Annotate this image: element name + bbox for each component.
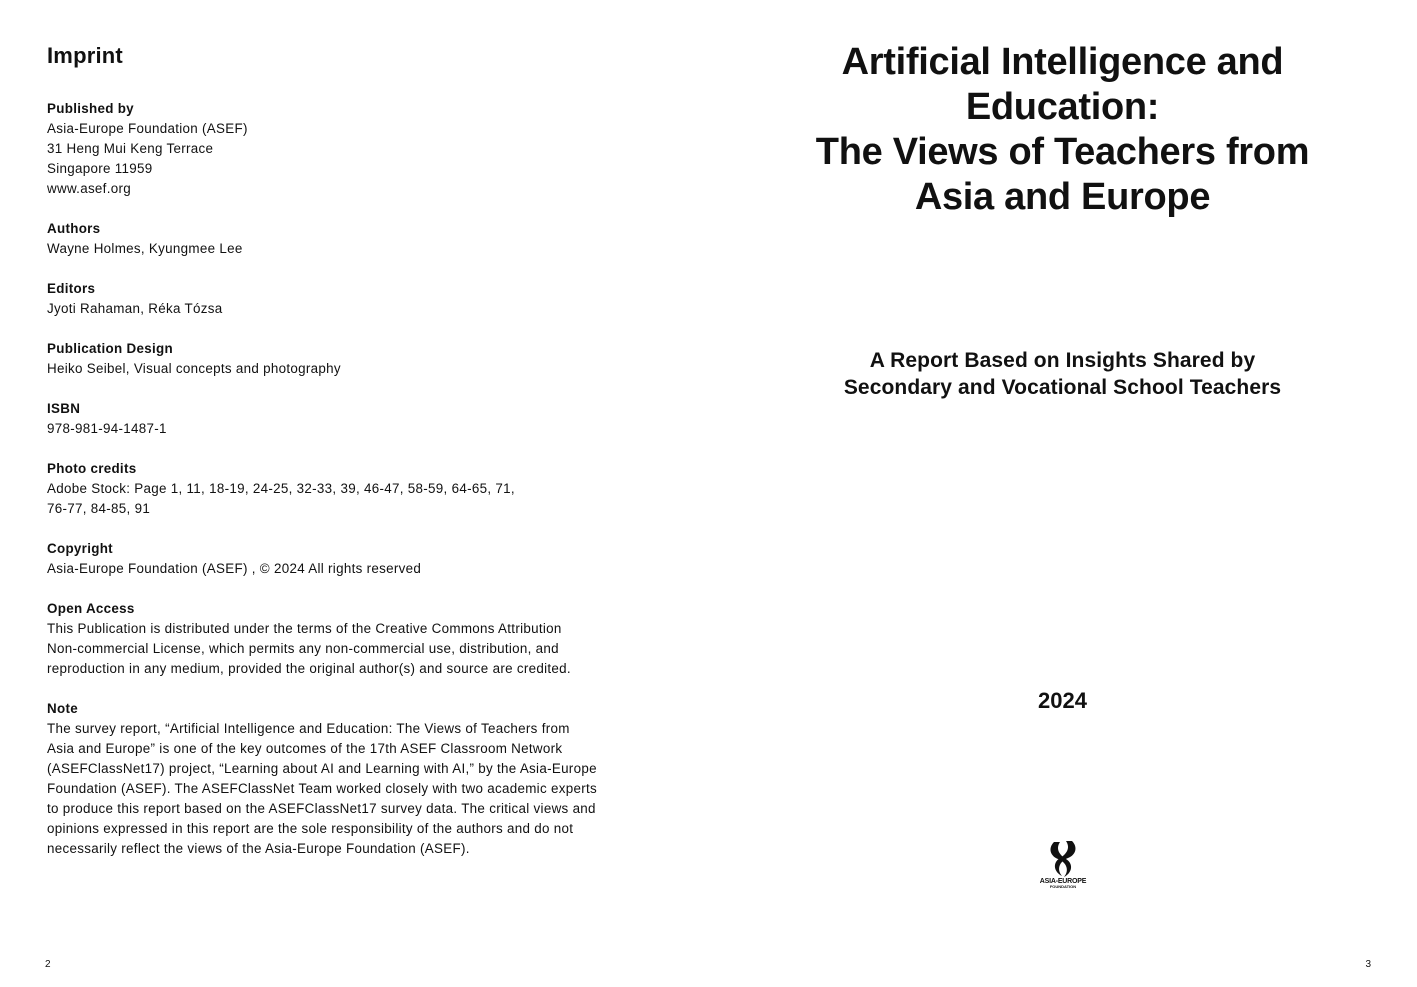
imprint-list xyxy=(47,99,647,879)
imprint-section xyxy=(47,699,647,859)
imprint-section-line: This Publication is distributed under the terms of the Creative Commons Attribution xyxy=(47,621,562,636)
imprint-section-label: Note xyxy=(47,701,78,716)
imprint-section-line: Adobe Stock: Page 1, 11, 18-19, 24-25, 32-33, 39, 46-47, 58-59, 64-65, 71, xyxy=(47,481,515,496)
imprint-heading: Imprint xyxy=(47,43,123,68)
title-line: Artificial Intelligence and xyxy=(841,41,1284,83)
imprint-section xyxy=(47,279,647,319)
imprint-section-line: Asia-Europe Foundation (ASEF) xyxy=(47,121,248,136)
page-number-right: 3 xyxy=(1365,959,1371,970)
imprint-section xyxy=(47,539,647,579)
imprint-section-label: Published by xyxy=(47,101,134,116)
imprint-section-line: Wayne Holmes, Kyungmee Lee xyxy=(47,241,243,256)
imprint-section-line: Heiko Seibel, Visual concepts and photography xyxy=(47,361,341,376)
imprint-section-label: Authors xyxy=(47,221,101,236)
imprint-section-line: Non-commercial License, which permits any non-commercial use, distribution, and xyxy=(47,641,559,656)
imprint-section-label: Copyright xyxy=(47,541,113,556)
imprint-section-line: reproduction in any medium, provided the original author(s) and source are credited. xyxy=(47,661,571,676)
imprint-section xyxy=(47,459,647,519)
page-number-left: 2 xyxy=(45,959,51,970)
imprint-section xyxy=(47,399,647,439)
cover-page xyxy=(708,0,1417,987)
subtitle-line: Secondary and Vocational School Teachers xyxy=(843,376,1282,399)
logo-text: ASIA-EUROPE xyxy=(1039,878,1087,885)
imprint-section-line: Jyoti Rahaman, Réka Tózsa xyxy=(47,301,223,316)
asef-logo xyxy=(1034,840,1092,896)
imprint-section-line: (ASEFClassNet17) project, “Learning about AI and Learning with AI,” by the Asia-Europe xyxy=(47,761,597,776)
imprint-section-line: 76-77, 84-85, 91 xyxy=(47,501,151,516)
imprint-section-line: Asia and Europe” is one of the key outcomes of the 17th ASEF Classroom Network xyxy=(47,741,563,756)
title-line: Asia and Europe xyxy=(914,176,1211,218)
imprint-section xyxy=(47,599,647,679)
imprint-section-label: Open Access xyxy=(47,601,135,616)
imprint-section-label: ISBN xyxy=(47,401,81,416)
imprint-section-line: to produce this report based on the ASEFClassNet17 survey data. The critical views and xyxy=(47,801,596,816)
report-title xyxy=(708,40,1417,220)
subtitle-line: A Report Based on Insights Shared by xyxy=(869,349,1256,372)
imprint-section-line: The survey report, “Artificial Intelligence and Education: The Views of Teachers from xyxy=(47,721,570,736)
imprint-section-line: Foundation (ASEF). The ASEFClassNet Team worked closely with two academic experts xyxy=(47,781,597,796)
imprint-section-line: Asia-Europe Foundation (ASEF) , © 2024 All rights reserved xyxy=(47,561,422,576)
publication-year: 2024 xyxy=(1038,688,1087,713)
logo-subtext: FOUNDATION xyxy=(1049,884,1077,889)
asef-logo-icon xyxy=(1046,840,1080,878)
title-line: Education: xyxy=(965,86,1160,128)
imprint-section-line: Singapore 11959 xyxy=(47,161,153,176)
imprint-page xyxy=(0,0,708,987)
imprint-section xyxy=(47,219,647,259)
imprint-section-label: Publication Design xyxy=(47,341,173,356)
report-subtitle xyxy=(708,347,1417,401)
imprint-section xyxy=(47,99,647,199)
imprint-section-line: 978-981-94-1487-1 xyxy=(47,421,167,436)
imprint-section xyxy=(47,339,647,379)
title-line: The Views of Teachers from xyxy=(815,131,1310,173)
imprint-section-line: 31 Heng Mui Keng Terrace xyxy=(47,141,214,156)
imprint-section-line: necessarily reflect the views of the Asia-Europe Foundation (ASEF). xyxy=(47,841,470,856)
imprint-section-line: www.asef.org xyxy=(47,181,131,196)
imprint-section-label: Editors xyxy=(47,281,96,296)
imprint-section-line: opinions expressed in this report are the sole responsibility of the authors and do not xyxy=(47,821,574,836)
imprint-section-label: Photo credits xyxy=(47,461,137,476)
